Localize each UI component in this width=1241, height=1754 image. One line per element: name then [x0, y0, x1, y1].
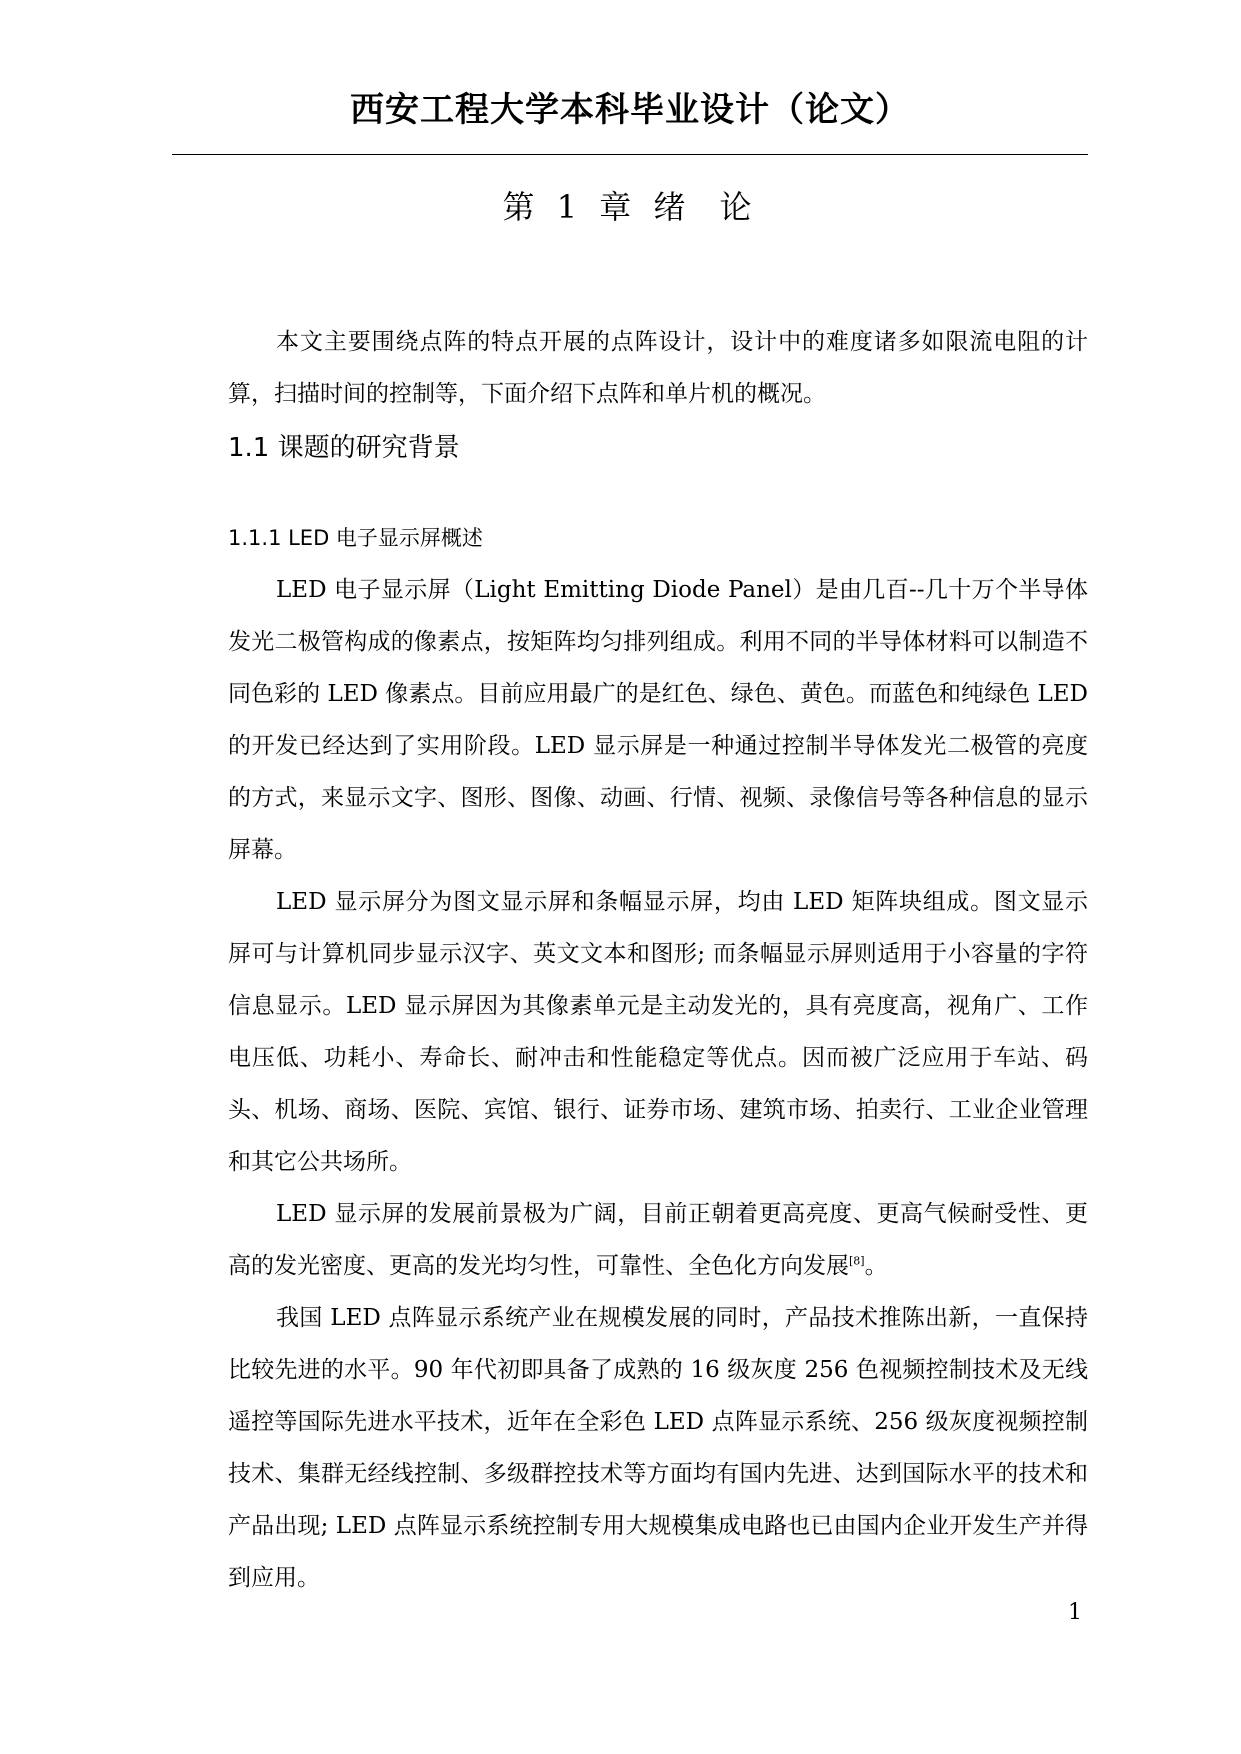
paragraph-4: 我国 LED 点阵显示系统产业在规模发展的同时，产品技术推陈出新，一直保持比较先进的水平。90 年代初即具备了成熟的 16 级灰度 256 色视频控制技术及无线遥控等国际先进水平技术，近年在全彩色 LED 点阵显示系统、256 级灰度视频控制技术、集群无经线控制、多级群控技术等方面均有国内先进、达到国际水平的技术和产品出现; LED 点阵显示系统控制专用大规模集成电路也已由国内企业开发生产并得到应用。 — [228, 1305, 1088, 1591]
chapter-number-label: 第 1 章 — [502, 188, 638, 226]
paragraph-3-text: LED 显示屏的发展前景极为广阔，目前正朝着更高亮度、更高气候耐受性、更高的发光密度、更高的发光均匀性，可靠性、全色化方向发展 — [228, 1201, 1088, 1279]
chapter-title-part2: 论 — [719, 188, 758, 226]
chapter-title — [172, 185, 1088, 229]
page-number: 1 — [1068, 1600, 1082, 1625]
intro-paragraph: 本文主要围绕点阵的特点开展的点阵设计，设计中的难度诸多如限流电阻的计算，扫描时间的控制等，下面介绍下点阵和单片机的概况。 — [228, 329, 1088, 407]
citation-marker: [8] — [849, 1254, 865, 1268]
body-text — [228, 564, 1088, 1604]
header-divider — [172, 154, 1088, 155]
paragraph-1: LED 电子显示屏（Light Emitting Diode Panel）是由几百--几十万个半导体发光二极管构成的像素点，按矩阵均匀排列组成。利用不同的半导体材料可以制造不同色彩的 LED 像素点。目前应用最广的是红色、绿色、黄色。而蓝色和纯绿色 LED 的开发已经达到了实用阶段。LED 显示屏是一种通过控制半导体发光二极管的亮度的方式，来显示文字、图形、图像、动画、行情、视频、录像信号等各种信息的显示屏幕。 — [228, 577, 1088, 863]
section-heading: 1.1 课题的研究背景 — [228, 433, 460, 463]
chapter-title-part1: 绪 — [653, 188, 692, 226]
paragraph-2: LED 显示屏分为图文显示屏和条幅显示屏，均由 LED 矩阵块组成。图文显示屏可与计算机同步显示汉字、英文文本和图形; 而条幅显示屏则适用于小容量的字符信息显示。LED 显示屏因为其像素单元是主动发光的，具有亮度高，视角广、工作电压低、功耗小、寿命长、耐冲击和性能稳定等优点。因而被广泛应用于车站、码头、机场、商场、医院、宾馆、银行、证券市场、建筑市场、拍卖行、工业企业管理和其它公共场所。 — [228, 889, 1088, 1175]
running-header-title: 西安工程大学本科毕业设计（论文） — [350, 90, 910, 130]
intro-block — [228, 316, 1088, 420]
subsection-heading: 1.1.1 LED 电子显示屏概述 — [228, 526, 483, 550]
paragraph-3-end: 。 — [864, 1253, 888, 1279]
paragraph-3 — [228, 1188, 1088, 1292]
